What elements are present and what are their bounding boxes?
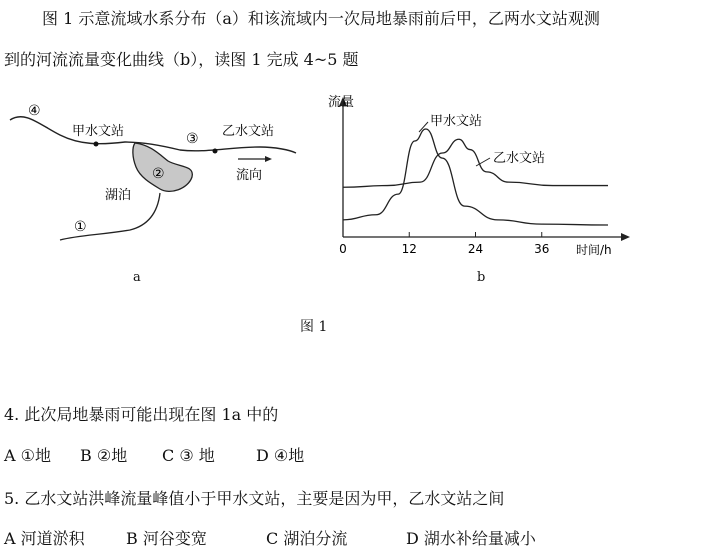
series-line-jia xyxy=(343,129,608,225)
label-lake: 湖泊 xyxy=(105,188,132,203)
q4-option-d[interactable]: D ④地 xyxy=(256,446,305,465)
marker-1: ① xyxy=(74,219,87,235)
question-4: 4. 此次局地暴雨可能出现在图 1a 中的 xyxy=(4,405,279,424)
intro-line-2: 到的河流流量变化曲线（b），读图 1 完成 4~5 题 xyxy=(4,50,359,69)
intro-line-1: 图 1 示意流域水系分布（a）和该流域内一次局地暴雨前后甲，乙两水文站观测 xyxy=(42,9,600,28)
x-axis-label: 时间/h xyxy=(576,243,612,257)
caption-a: a xyxy=(133,270,141,285)
series-label-jia: 甲水文站 xyxy=(430,114,483,129)
question-5: 5. 乙水文站洪峰流量峰值小于甲水文站，主要是因为甲，乙水文站之间 xyxy=(4,489,505,508)
q5-option-d[interactable]: D 湖水补给量减小 xyxy=(406,529,536,548)
series-label-yi: 乙水文站 xyxy=(493,151,546,166)
q4-option-a[interactable]: A ①地 xyxy=(4,446,51,465)
marker-4: ④ xyxy=(28,103,41,119)
marker-3: ③ xyxy=(186,131,199,147)
station-yi-dot xyxy=(213,149,218,154)
marker-2: ② xyxy=(152,166,165,182)
q5-option-b[interactable]: B 河谷变宽 xyxy=(126,529,207,548)
figure-caption: 图 1 xyxy=(300,319,328,335)
figure-b-chart xyxy=(318,92,638,267)
y-axis-label: 流量 xyxy=(328,95,355,110)
label-jia-station: 甲水文站 xyxy=(72,124,125,139)
q4-option-c[interactable]: C ③ 地 xyxy=(162,446,215,465)
q5-option-a[interactable]: A 河道淤积 xyxy=(4,529,85,548)
x-tick-label: 24 xyxy=(467,242,484,256)
x-tick-label: 0 xyxy=(339,242,347,256)
x-tick-label: 36 xyxy=(534,242,550,256)
q5-option-c[interactable]: C 湖泊分流 xyxy=(266,529,348,548)
q4-option-b[interactable]: B ②地 xyxy=(80,446,128,465)
station-jia-dot xyxy=(94,142,99,147)
x-tick-label: 12 xyxy=(401,242,417,256)
series-line-yi xyxy=(343,139,608,187)
label-yi-station: 乙水文站 xyxy=(222,124,275,139)
caption-b: b xyxy=(477,270,486,285)
figure-a-map xyxy=(0,95,310,255)
label-flow-direction: 流向 xyxy=(236,168,263,183)
